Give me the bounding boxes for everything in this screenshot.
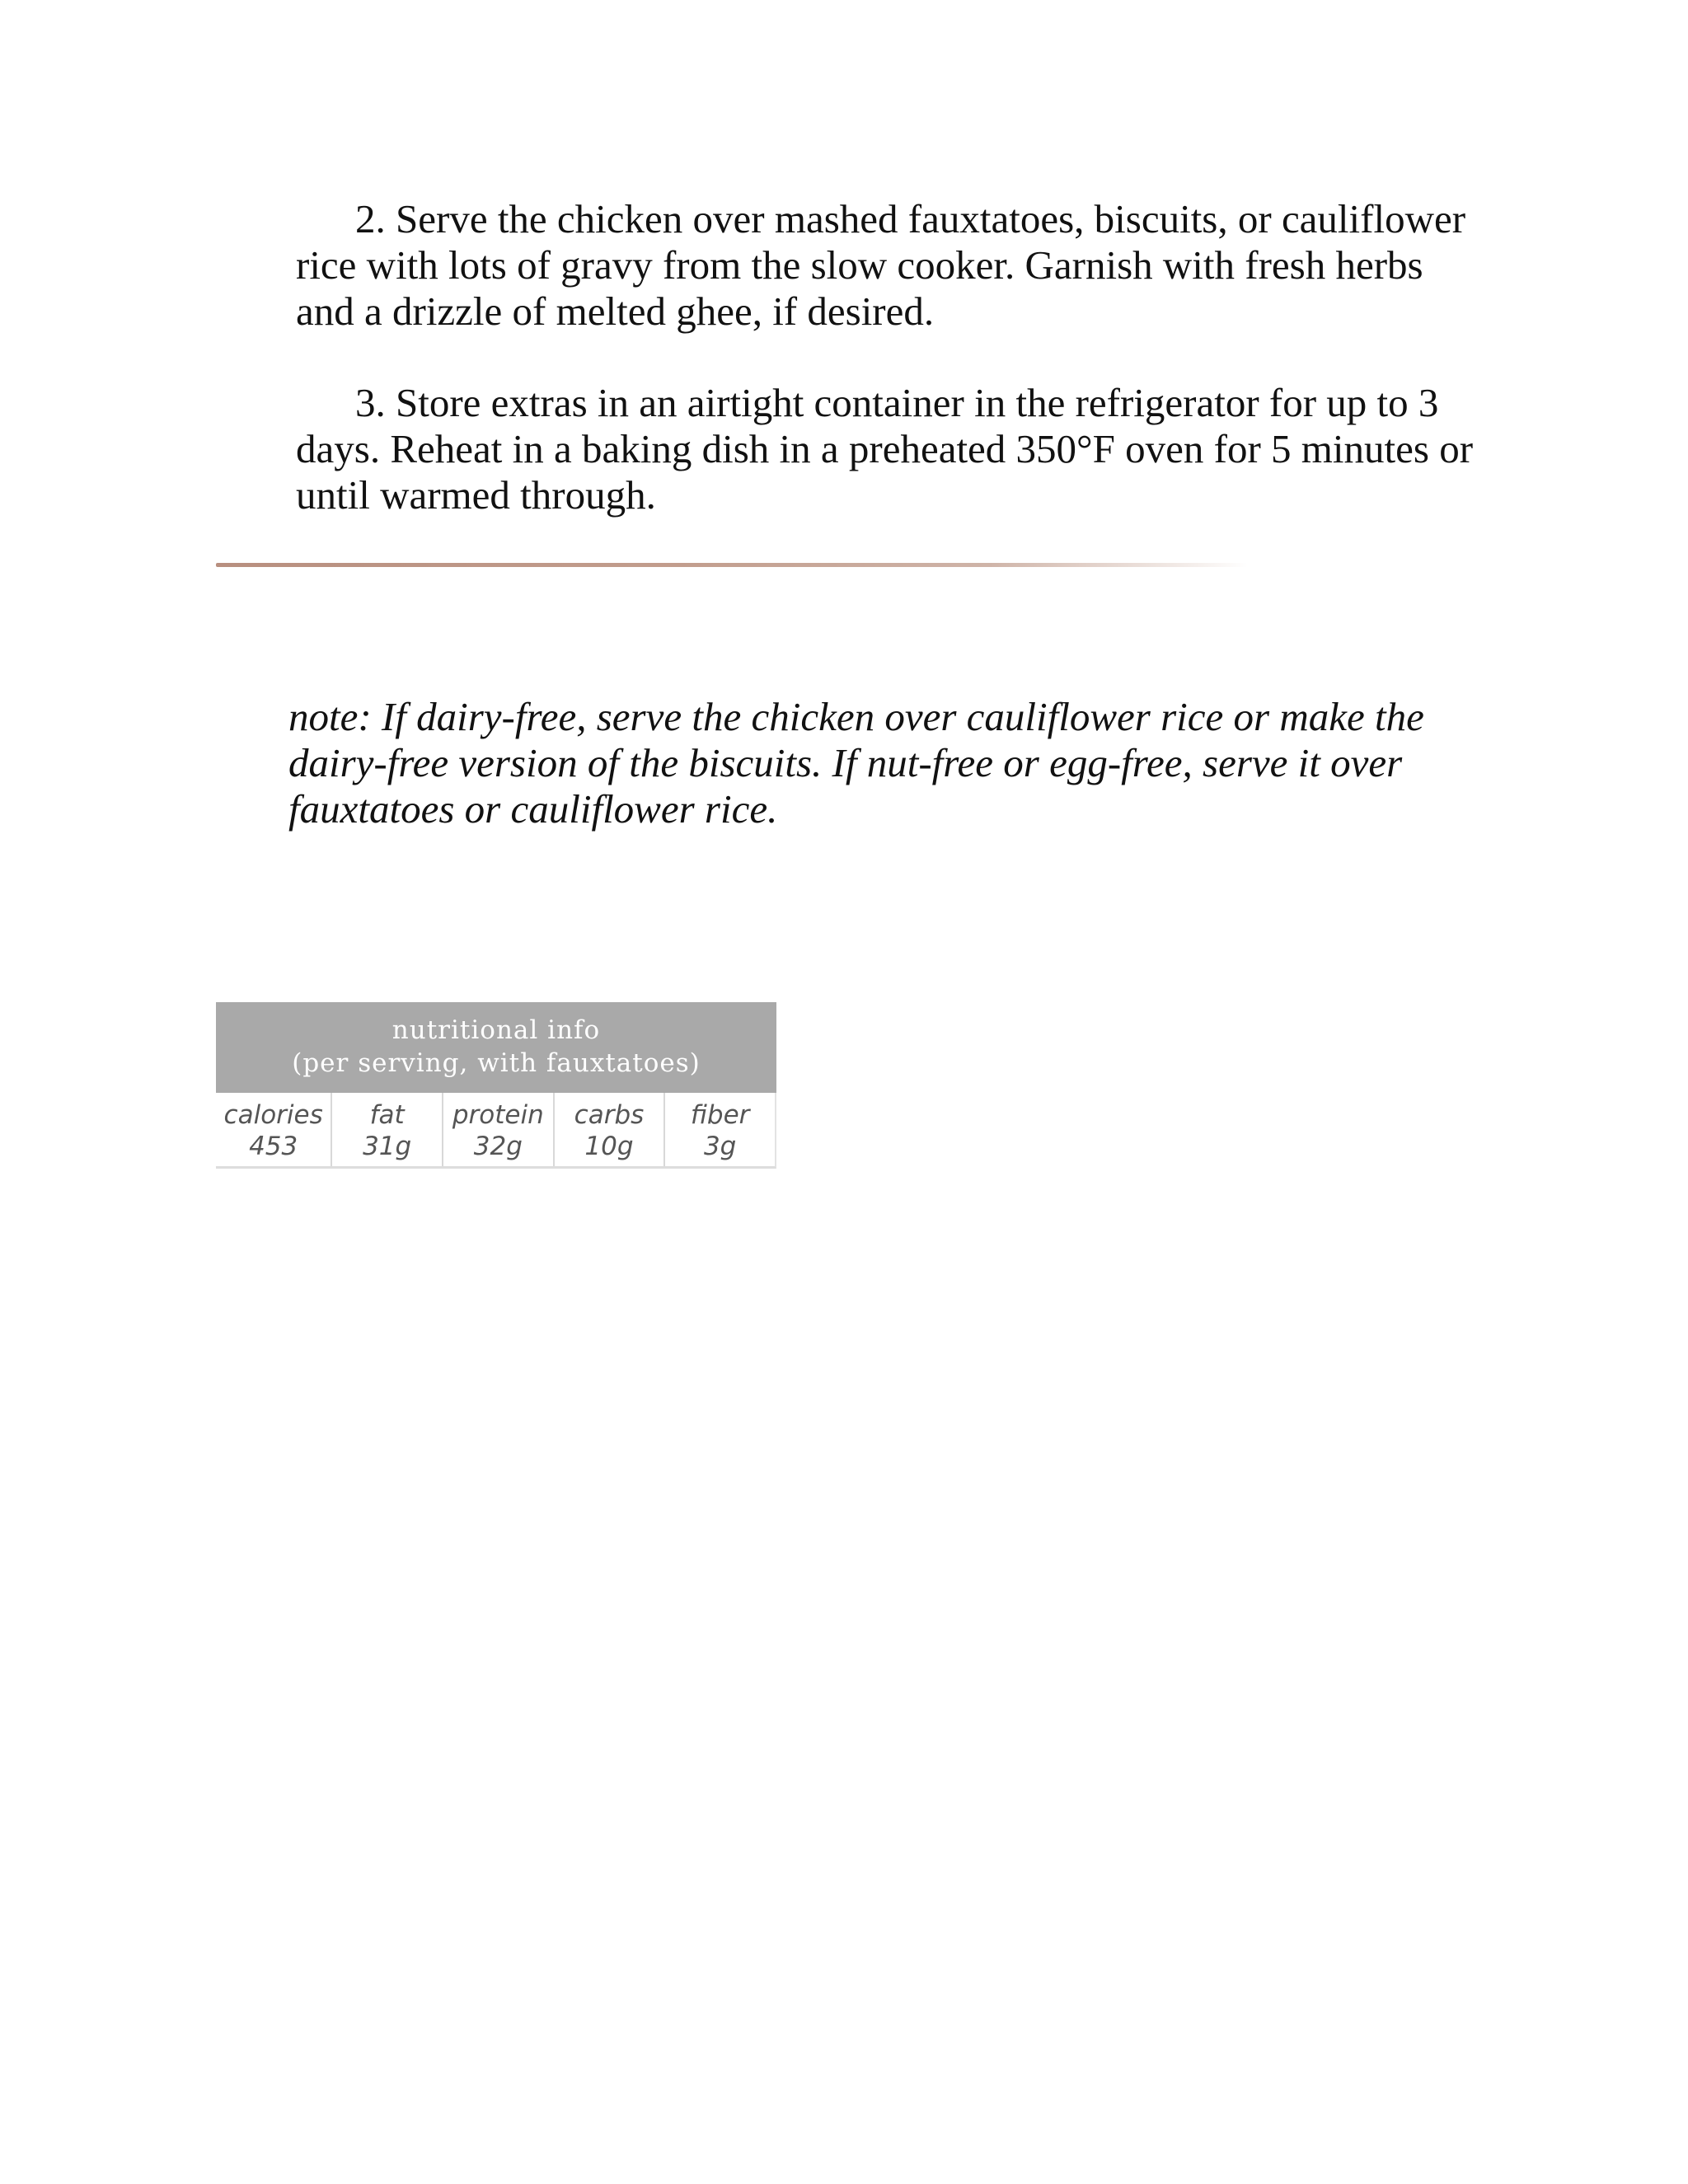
nutrient-calories	[216, 1093, 331, 1166]
nutrient-label: fat	[369, 1100, 405, 1130]
nutrient-protein	[442, 1093, 553, 1166]
step-number: 2.	[355, 196, 386, 241]
nutrient-fiber	[663, 1093, 775, 1166]
nutrient-fat	[331, 1093, 442, 1166]
nutrient-value: 10g	[584, 1132, 634, 1161]
section-divider	[216, 563, 1248, 567]
step-text: Serve the chicken over mashed fauxtatoes, biscuits, or cauliflower rice with lots of gravy from the slow cooker. Garnish with fresh herbs and a drizzle of melted ghee, if desired.	[296, 196, 1466, 334]
recipe-note: note: If dairy-free, serve the chicken over cauliflower rice or make the dairy-free version of the biscuits. If nut-free or egg-free, serve it over fauxtatoes or cauliflower rice.	[288, 694, 1424, 832]
nutrient-value: 3g	[703, 1132, 737, 1161]
nutrition-subtitle: (per serving, with fauxtatoes)	[292, 1048, 701, 1078]
nutrition-info-box	[216, 1002, 776, 1169]
nutrient-value: 32g	[473, 1132, 523, 1161]
nutrition-header	[216, 1002, 776, 1093]
nutrient-value: 31g	[363, 1132, 412, 1161]
nutrient-value: 453	[249, 1132, 298, 1161]
step-text: Store extras in an airtight container in the refrigerator for up to 3 days. Reheat in a baking dish in a preheated 350°F oven for 5 minutes or until warmed through.	[296, 380, 1474, 518]
nutrient-label: fiber	[690, 1100, 750, 1130]
step-number: 3.	[355, 380, 386, 425]
nutrient-carbs	[553, 1093, 664, 1166]
nutrient-label: carbs	[574, 1100, 645, 1130]
instruction-step-2	[296, 196, 1475, 335]
nutrient-label: calories	[223, 1100, 323, 1130]
nutrition-title: nutritional info	[392, 1015, 601, 1045]
instruction-step-3	[296, 380, 1475, 518]
nutrient-label: protein	[452, 1100, 544, 1130]
nutrition-grid	[216, 1093, 776, 1169]
